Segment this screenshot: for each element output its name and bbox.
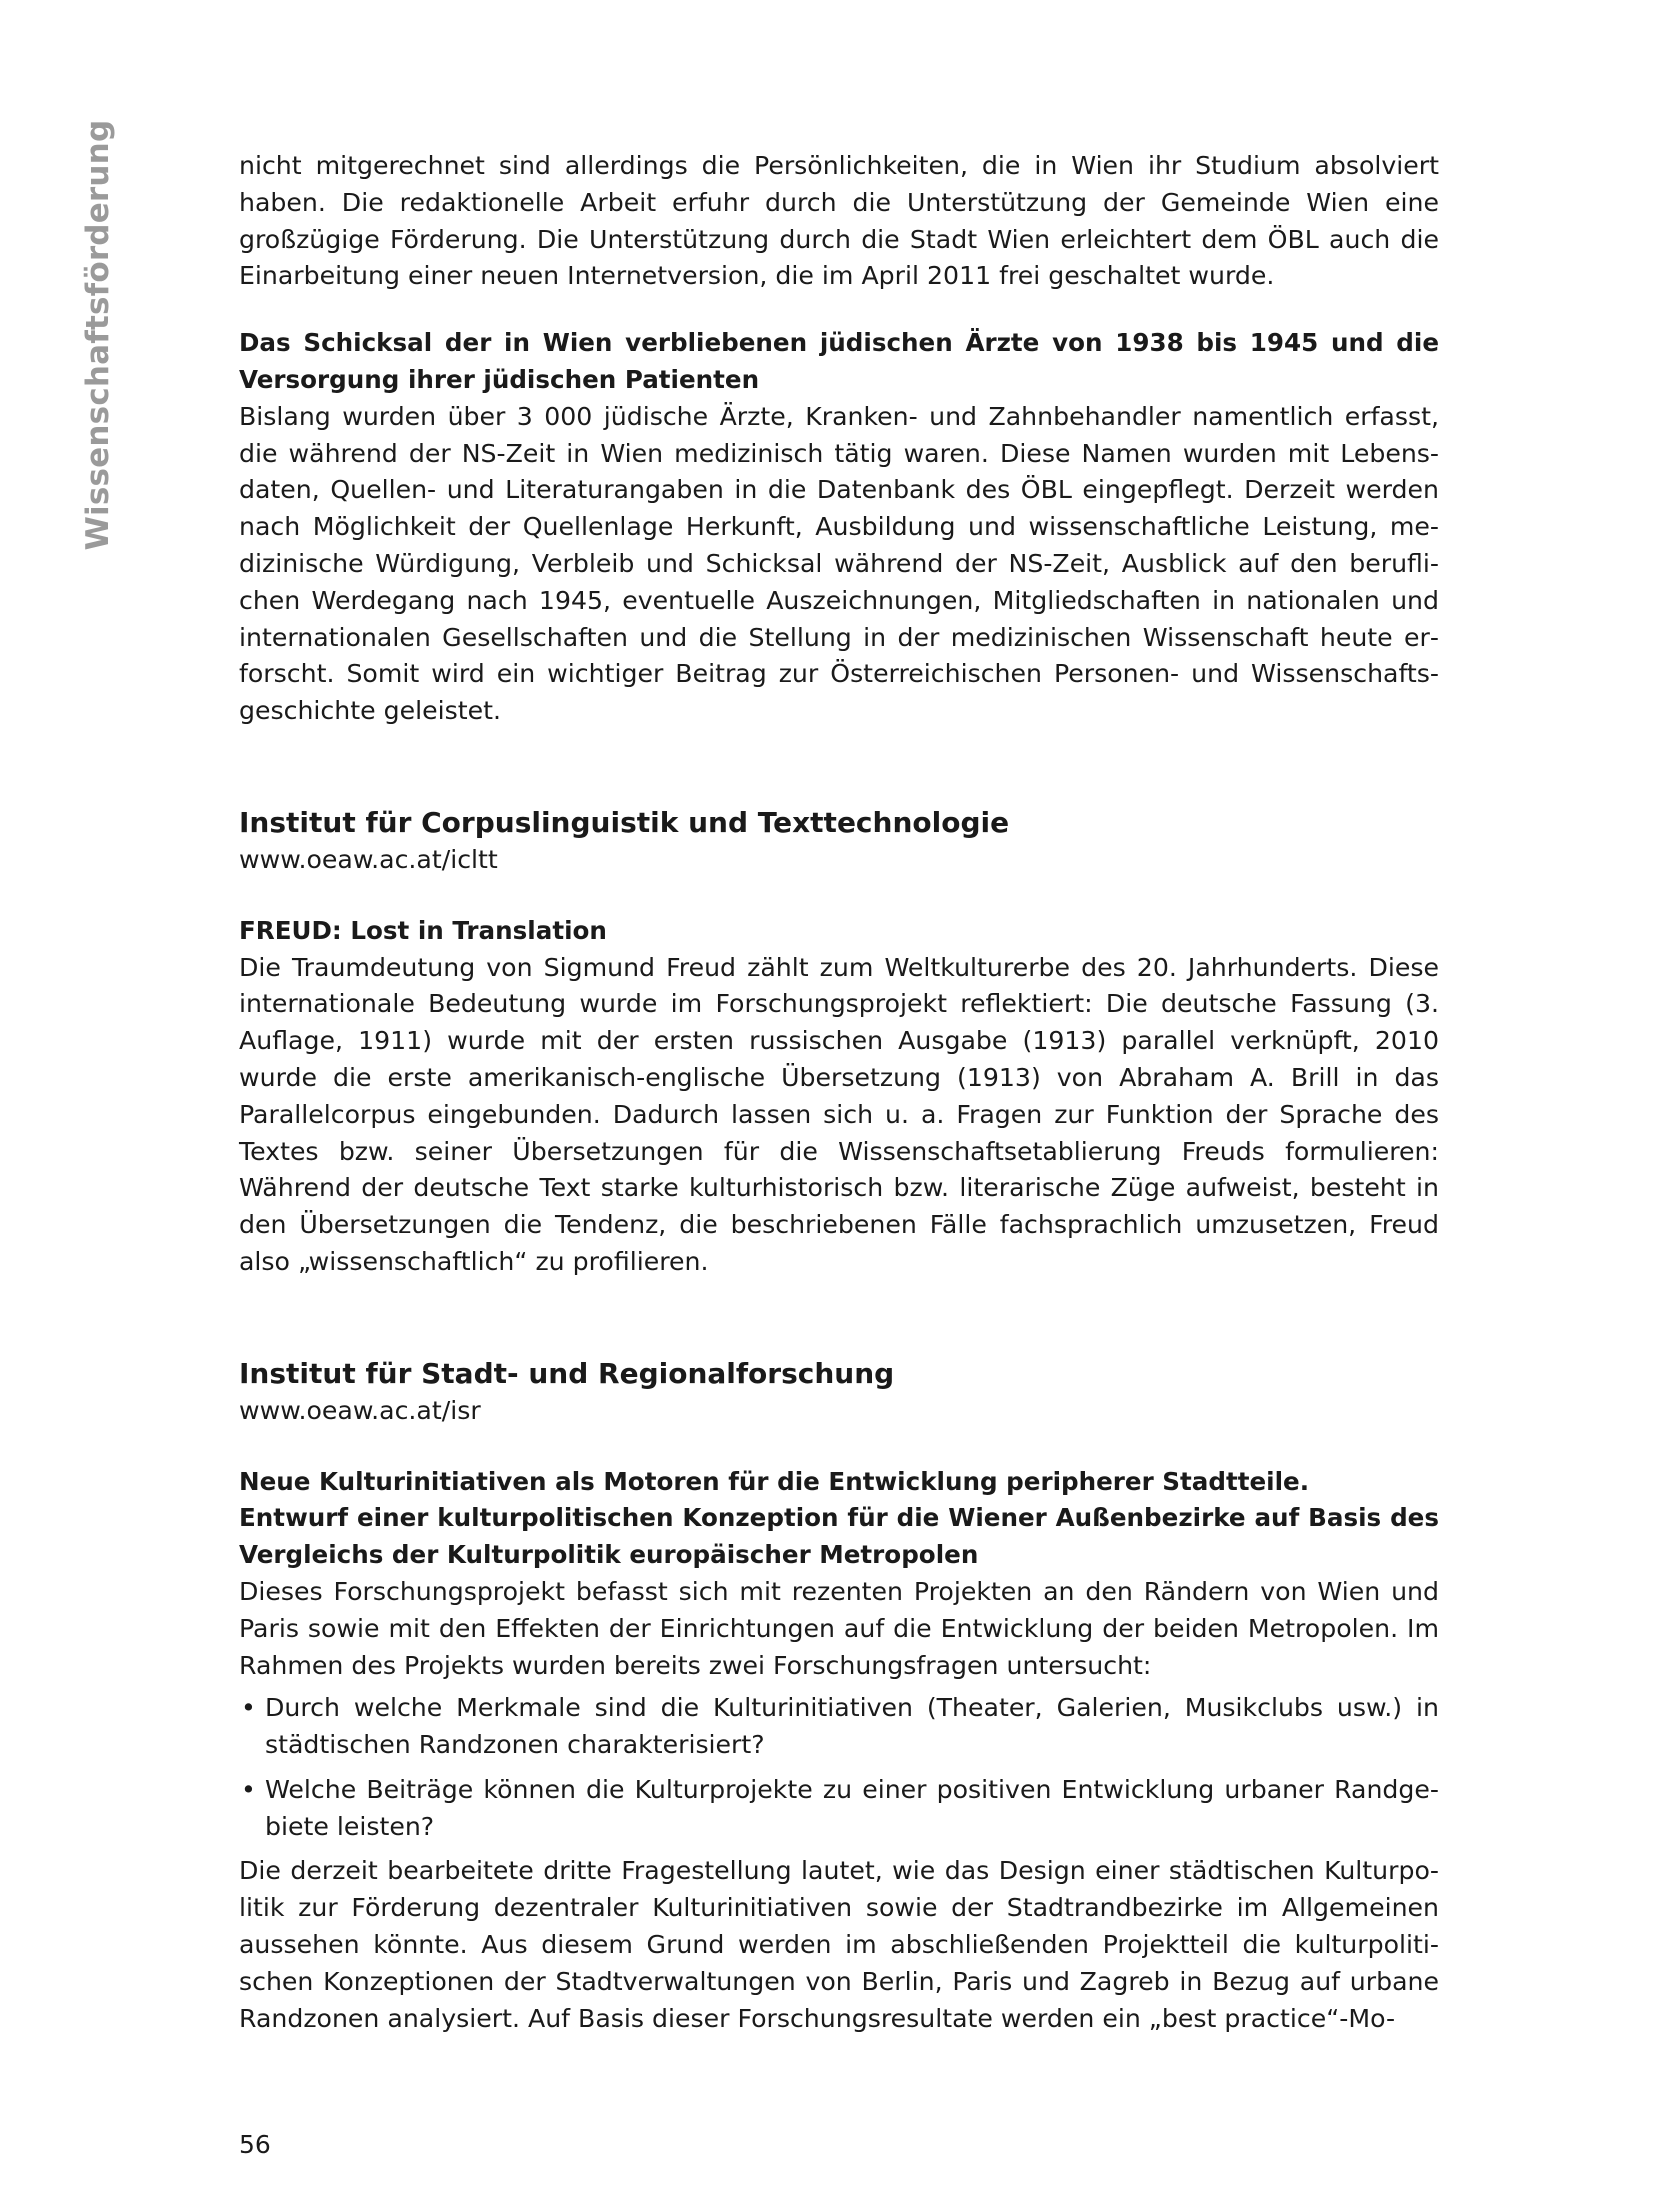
isr-question-list: [239, 1690, 1439, 1845]
isr-url: www.oeaw.ac.at/isr: [239, 1395, 481, 1425]
isr-title: Institut für Stadt- und Regionalforschung: [239, 1356, 895, 1390]
list-item: • Durch welche Merkmale sind die Kulturinitiativen (Theater, Galerien, Musikclubs usw.) in städtischen Randzonen charakterisiert?: [239, 1690, 1439, 1764]
isr-project-heading-2: Entwurf einer kulturpolitischen Konzeption für die Wiener Außenbezirke auf Basis des Vergleichs der Kulturpolitik europäischer Metropolen: [239, 1503, 1439, 1570]
intro-paragraph: nicht mitgerechnet sind allerdings die Persönlichkeiten, die in Wien ihr Studium absolviert haben. Die redaktionelle Arbeit erfuhr durch die Unterstützung der Gemeinde Wien eine großzügige Förderung. Die Unterstützung durch die Stadt Wien erleichtert dem ÖBL auch die Einarbeitung einer neuen Internetversion, die im April 2011 frei geschaltet wurde.: [239, 151, 1439, 291]
isr-paragraph-2: Die derzeit bearbeitete dritte Fragestellung lautet, wie das Design einer städtischen Kulturpolitik zur Förderung dezentraler Kulturinitiativen sowie der Stadtrandbezirke im Allgemeinen aussehen könnte. Aus diesem Grund werden im abschließenden Projektteil die kulturpolitischen Konzeptionen der Stadtverwaltungen von Berlin, Paris und Zagreb in Bezug auf urbane Randzonen analysiert. Auf Basis dieser Forschungsresultate werden ein „best practice“-Mo-: [239, 1856, 1439, 2033]
aerzte-heading: Das Schicksal der in Wien verbliebenen jüdischen Ärzte von 1938 bis 1945 und die Versorgung ihrer jüdischen Patienten: [239, 328, 1439, 394]
freud-paragraph: Die Traumdeutung von Sigmund Freud zählt zum Weltkulturerbe des 20. Jahrhunderts. Diese internationale Bedeutung wurde im Forschungsprojekt reflektiert: Die deutsche Fassung (3. Auflage, 1911) wurde mit der ersten russischen Ausgabe (1913) parallel verknüpft, 2010 wurde die erste amerikanisch-englische Übersetzung (1913) von Abraham A. Brill in das Parallelcorpus eingebunden. Dadurch lassen sich u. a. Fragen zur Funktion der Sprache des Textes bzw. seiner Übersetzungen für die Wissenschaftsetablierung Freuds formulieren: Während der deutsche Text starke kulturhistorisch bzw. literarische Züge aufweist, besteht in den Übersetzungen die Tendenz, die beschriebenen Fälle fachsprachlich umzusetzen, Freud also „wissenschaftlich“ zu profilieren.: [239, 952, 1439, 1276]
list-item: • Welche Beiträge können die Kulturprojekte zu einer positiven Entwicklung urbaner Randgebiete leisten?: [239, 1772, 1439, 1846]
side-label-text: Wissenschaftsförderung: [80, 119, 116, 551]
section-side-label: [78, 119, 118, 551]
isr-project-heading-1: Neue Kulturinitiativen als Motoren für die Entwicklung peripherer Stadtteile.: [239, 1466, 1310, 1496]
freud-heading: FREUD: Lost in Translation: [239, 915, 607, 945]
aerzte-paragraph: Bislang wurden über 3 000 jüdische Ärzte, Kranken- und Zahnbehandler namentlich erfasst, die während der NS-Zeit in Wien medizinisch tätig waren. Diese Namen wurden mit Lebensdaten, Quellen- und Literaturangaben in die Datenbank des ÖBL eingepflegt. Derzeit werden nach Möglichkeit der Quellenlage Herkunft, Ausbildung und wissenschaftliche Leistung, medizinische Würdigung, Verbleib und Schicksal während der NS-Zeit, Ausblick auf den beruflichen Werdegang nach 1945, eventuelle Auszeichnungen, Mitgliedschaften in nationalen und internationalen Gesellschaften und die Stellung in der medizinischen Wissenschaft heute erforscht. Somit wird ein wichtiger Beitrag zur Österreichischen Personen- und Wissenschaftsgeschichte geleistet.: [239, 401, 1439, 726]
page-number: 56: [239, 2130, 271, 2159]
page-content: [239, 148, 1439, 2037]
icltt-url: www.oeaw.ac.at/icltt: [239, 844, 498, 874]
isr-paragraph-1: Dieses Forschungsprojekt befasst sich mit rezenten Projekten an den Rändern von Wien und Paris sowie mit den Effekten der Einrichtungen auf die Entwicklung der beiden Metropolen. Im Rahmen des Projekts wurden bereits zwei Forschungsfragen untersucht:: [239, 1576, 1439, 1680]
icltt-title: Institut für Corpuslinguistik und Texttechnologie: [239, 805, 1010, 839]
